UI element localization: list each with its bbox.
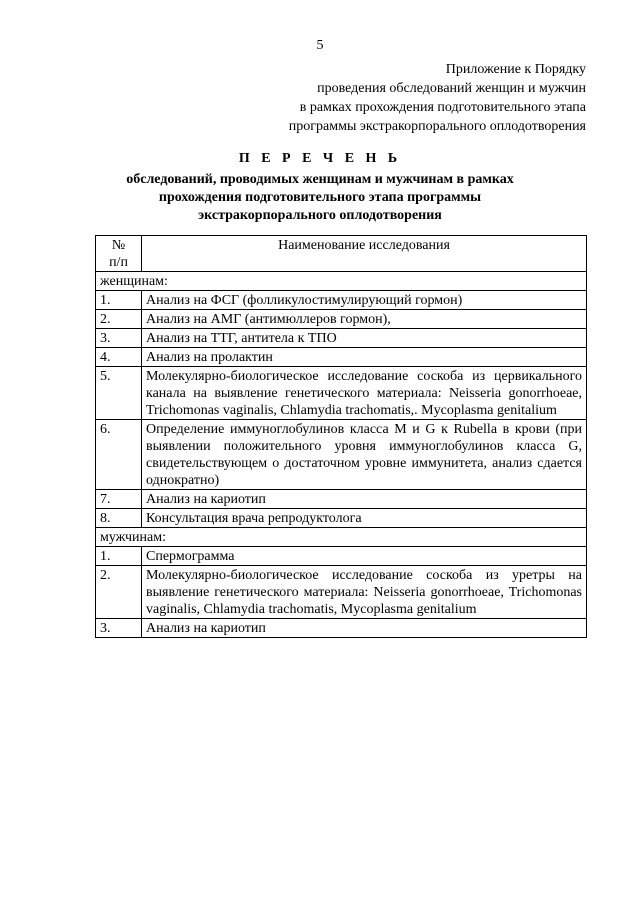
row-num: 3. (96, 329, 142, 348)
header-num-cell (96, 236, 142, 272)
appendix-note (289, 60, 586, 136)
table-row (96, 348, 587, 367)
group-row-men (96, 528, 587, 547)
appendix-line: в рамках прохождения подготовительного этапа (299, 100, 586, 115)
group-label-men: мужчинам: (96, 528, 587, 547)
title-subtitle-line: прохождения подготовительного этапа программы (158, 190, 482, 205)
row-num: 7. (96, 490, 142, 509)
row-num: 5. (96, 367, 142, 420)
row-num: 2. (96, 566, 142, 619)
title-subtitle-line: экстракорпорального оплодотворения (198, 208, 442, 223)
table-row (96, 547, 587, 566)
appendix-line: проведения обследований женщин и мужчин (317, 81, 586, 96)
table-row (96, 619, 587, 638)
examinations-table (95, 235, 587, 638)
table-row (96, 420, 587, 490)
appendix-line: программы экстракорпорального оплодотворения (288, 119, 586, 134)
row-text: Определение иммуноглобулинов класса M и G к Rubella в крови (при выявлении положительного уровня иммуноглобулинов класса G, свидетельствующем о достаточном уровне иммунитета, анализ сдается однократно) (142, 420, 587, 490)
row-num: 4. (96, 348, 142, 367)
table-header-row (96, 236, 587, 272)
document-title (0, 150, 640, 225)
row-num: 2. (96, 310, 142, 329)
row-num: 1. (96, 291, 142, 310)
table-row (96, 490, 587, 509)
table-row (96, 367, 587, 420)
group-label-women: женщинам: (96, 272, 587, 291)
row-text: Спермограмма (142, 547, 587, 566)
header-num-label: № (111, 238, 126, 253)
row-text: Анализ на ТТГ, антитела к ТПО (142, 329, 587, 348)
group-row-women (96, 272, 587, 291)
appendix-line: Приложение к Порядку (445, 62, 586, 77)
row-text: Молекулярно-биологическое исследование соскоба из цервикального канала на выявление генетического материала: Neisseria gonorrhoeae, Trichomonas vaginalis, Chlamydia trachomatis,. Mycoplasma genitalium (142, 367, 587, 420)
row-text: Консультация врача репродуктолога (142, 509, 587, 528)
table-row (96, 509, 587, 528)
row-num: 3. (96, 619, 142, 638)
row-num: 1. (96, 547, 142, 566)
page-number: 5 (316, 38, 324, 53)
row-text: Молекулярно-биологическое исследование соскоба из уретры на выявление генетического материала: Neisseria gonorrhoeae, Trichomonas vaginalis, Chlamydia trachomatis, Mycoplasma genitalium (142, 566, 587, 619)
table-row (96, 310, 587, 329)
row-text: Анализ на кариотип (142, 619, 587, 638)
table-row (96, 291, 587, 310)
row-text: Анализ на пролактин (142, 348, 587, 367)
title-heading: П Е Р Е Ч Е Н Ь (238, 151, 402, 166)
header-num-sublabel: п/п (109, 255, 128, 270)
row-text: Анализ на ФСГ (фолликулостимулирующий гормон) (142, 291, 587, 310)
table-row (96, 566, 587, 619)
row-text: Анализ на АМГ (антимюллеров гормон), (142, 310, 587, 329)
row-text: Анализ на кариотип (142, 490, 587, 509)
table-row (96, 329, 587, 348)
row-num: 6. (96, 420, 142, 490)
row-num: 8. (96, 509, 142, 528)
header-name-cell: Наименование исследования (142, 236, 587, 272)
title-subtitle-line: обследований, проводимых женщинам и мужчинам в рамках (126, 172, 514, 187)
